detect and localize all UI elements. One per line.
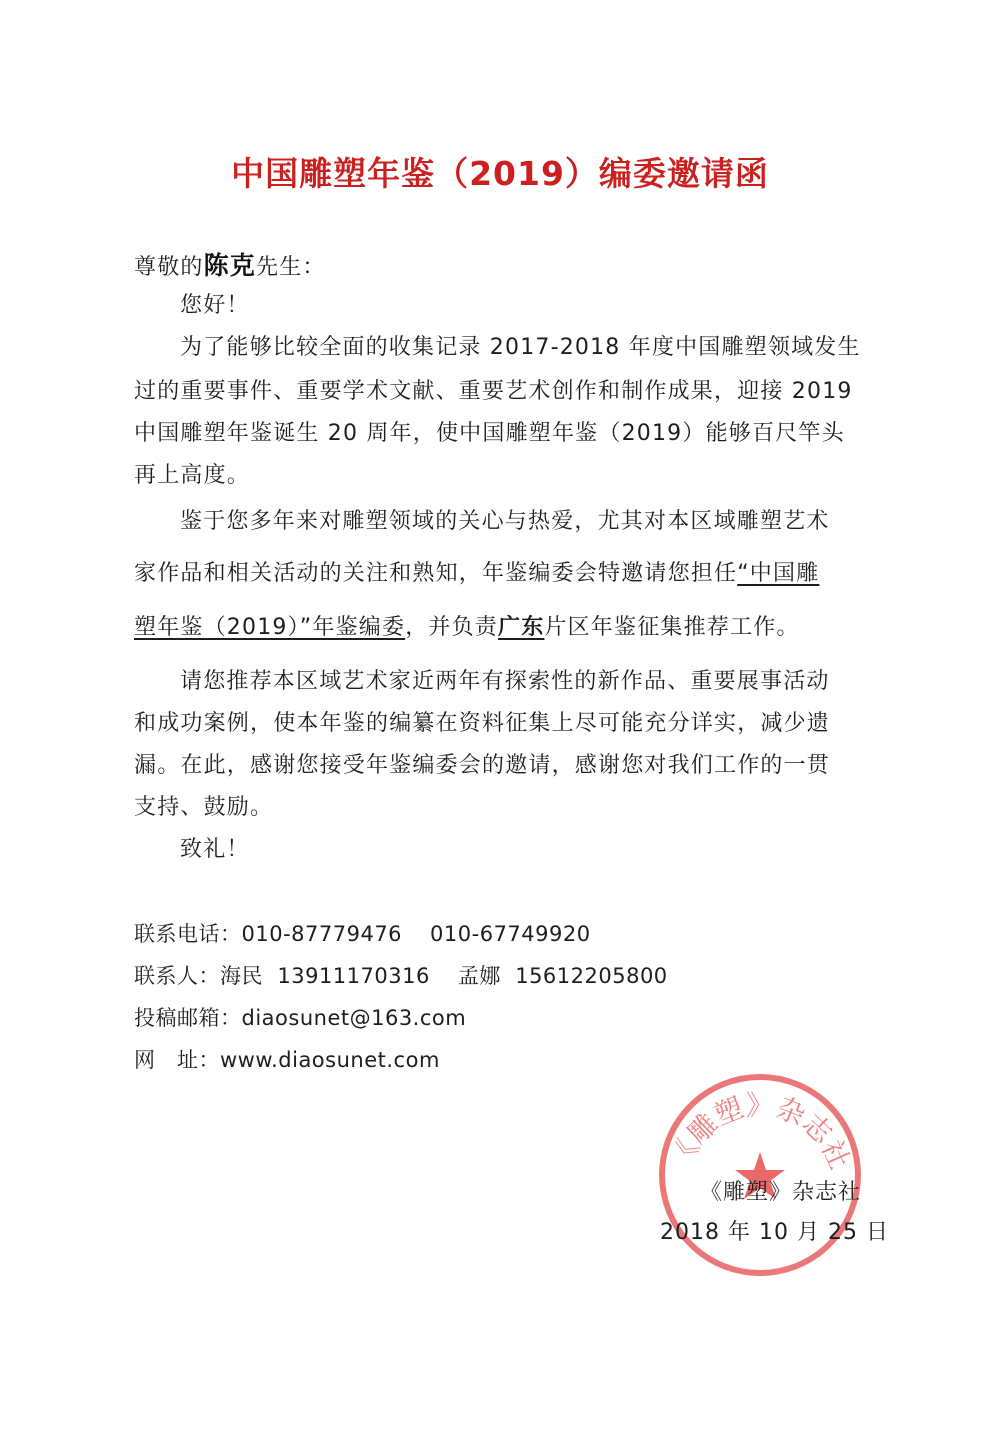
para2-text: 片区年鉴征集推荐工作。 — [544, 615, 800, 640]
para3-line: 支持、鼓励。 — [134, 795, 274, 820]
phone-label: 联系电话： — [134, 922, 242, 946]
region-name: 广东 — [498, 615, 545, 640]
contact-phone: 13911170316 — [277, 964, 430, 988]
para1-line: 再上高度。 — [134, 463, 251, 488]
para1-line: 过的重要事件、重要学术文献、重要艺术创作和制作成果，迎接 2019 — [134, 379, 853, 404]
salutation-prefix: 尊敬的 — [134, 255, 204, 280]
contact-name: 海民 — [220, 964, 263, 988]
contact-phone — [134, 918, 591, 948]
para3-line: 和成功案例，使本年鉴的编纂在资料征集上尽可能充分详实，减少遗 — [134, 711, 831, 736]
role-title-underlined: “中国雕 — [737, 561, 820, 586]
para2-line: 鉴于您多年来对雕塑领域的关心与热爱，尤其对本区域雕塑艺术 — [180, 509, 830, 534]
salutation — [134, 246, 326, 282]
seal-text: 《雕塑》杂志社 — [663, 1089, 857, 1175]
phone-number: 010-87779476 — [241, 922, 403, 946]
recipient-name: 陈克 — [203, 251, 257, 280]
web-address: www.diaosunet.com — [220, 1048, 440, 1072]
web-label: 网 址： — [134, 1048, 220, 1072]
contact-website — [134, 1044, 440, 1074]
signature-organization: 《雕塑》杂志社 — [700, 1180, 862, 1205]
para2-text: 家作品和相关活动的关注和熟知，年鉴编委会特邀请您担任 — [134, 561, 738, 586]
contact-name: 孟娜 — [457, 964, 501, 988]
closing: 致礼！ — [180, 837, 250, 862]
para2-line — [134, 556, 819, 587]
email-address: diaosunet@163.com — [241, 1006, 467, 1030]
para1-line: 为了能够比较全面的收集记录 2017-2018 年度中国雕塑领域发生 — [180, 335, 861, 360]
greeting: 您好！ — [180, 293, 250, 318]
contact-phone: 15612205800 — [515, 964, 668, 988]
para2-text: ，并负责 — [405, 615, 498, 640]
role-title-underlined: 塑年鉴（2019）”年鉴编委 — [134, 615, 406, 640]
signature-date: 2018 年 10 月 25 日 — [660, 1220, 889, 1245]
email-label: 投稿邮箱： — [134, 1006, 242, 1030]
person-label: 联系人： — [134, 964, 220, 988]
para3-line: 漏。在此，感谢您接受年鉴编委会的邀请，感谢您对我们工作的一贯 — [134, 753, 831, 778]
contact-email — [134, 1002, 466, 1032]
contact-person — [134, 960, 668, 990]
letter-title: 中国雕塑年鉴（2019）编委邀请函 — [231, 154, 769, 193]
phone-number: 010-67749920 — [430, 922, 591, 946]
para2-line — [134, 610, 800, 641]
para3-line: 请您推荐本区域艺术家近两年有探索性的新作品、重要展事活动 — [180, 669, 830, 694]
para1-line: 中国雕塑年鉴诞生 20 周年，使中国雕塑年鉴（2019）能够百尺竿头 — [134, 421, 845, 446]
salutation-suffix: 先生： — [256, 255, 326, 280]
